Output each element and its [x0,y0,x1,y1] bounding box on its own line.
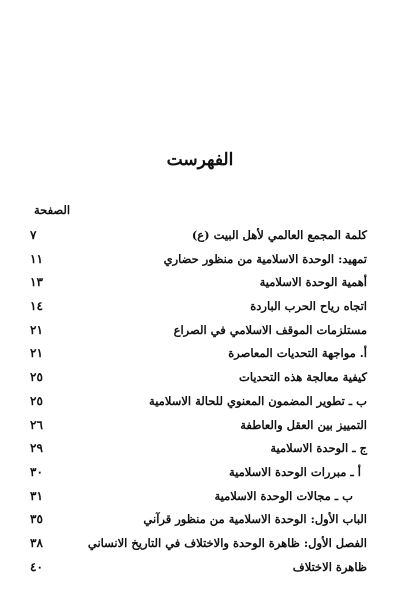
toc-page-number: ٢٩ [30,441,43,456]
toc-entry-title: أ. مواجهة التحديات المعاصرة [228,346,367,361]
toc-entry-title: تمهيد: الوحدة الاسلامية من منظور حضاري [163,251,367,266]
toc-entry-title: ج ـ الوحدة الاسلامية [270,441,367,456]
toc-page-number: ٤٠ [30,559,43,574]
page-column-header: الصفحة [34,203,71,217]
toc-entry-title: التمييز بين العقل والعاطفة [240,417,367,432]
toc-page-number: ٢٥ [30,393,43,408]
toc-page-number: ٧ [30,228,37,242]
page-title: الفهرست [166,150,234,170]
toc-row [30,536,367,560]
toc-row [30,323,367,347]
toc-entry-title: أ ـ مبررات الوحدة الاسلامية [229,464,361,479]
table-of-contents [30,228,367,583]
toc-entry-title: الباب الأول: الوحدة الاسلامية من منظور قرآني [143,512,367,527]
toc-entry-title: مستلزمات الموقف الاسلامي في الصراع [173,322,367,337]
toc-row [30,465,367,489]
toc-row [30,418,367,442]
toc-entry-title: أهمية الوحدة الاسلامية [259,275,367,290]
toc-page-number: ٢١ [30,346,43,361]
toc-row [30,252,367,276]
toc-row [30,370,367,394]
toc-row [30,299,367,323]
toc-page-number: ٢٦ [30,417,43,432]
toc-page-number: ٣٠ [30,464,43,479]
toc-page-number: ٢١ [30,322,43,337]
toc-entry-title: ظاهرة الاختلاف [292,559,367,574]
toc-row [30,560,367,584]
toc-entry-title: اتجاه رياح الحرب الباردة [250,299,367,314]
toc-page-number: ٣٨ [30,535,43,550]
toc-entry-title: ب ـ تطوير المضمون المعنوي للحالة الاسلامية [149,393,367,408]
toc-row [30,489,367,513]
toc-entry-title: كلمة المجمع العالمي لأهل البيت (ع) [191,228,367,242]
toc-row [30,346,367,370]
toc-row [30,275,367,299]
toc-page-number: ١١ [30,251,43,266]
toc-entry-title: كيفية معالجة هذه التحديات [239,370,367,385]
toc-row [30,228,367,252]
toc-row [30,394,367,418]
toc-page-number: ٣١ [30,488,43,503]
toc-page-number: ١٣ [30,275,43,290]
toc-row [30,512,367,536]
toc-entry-title: ب ـ مجالات الوحدة الاسلامية [214,488,353,503]
toc-page-number: ٣٥ [30,512,43,527]
toc-page-number: ٢٥ [30,370,43,385]
toc-page-number: ١٤ [30,299,43,314]
toc-entry-title: الفصل الأول: ظاهرة الوحدة والاختلاف في التاريخ الانساني [87,535,367,550]
toc-row [30,441,367,465]
